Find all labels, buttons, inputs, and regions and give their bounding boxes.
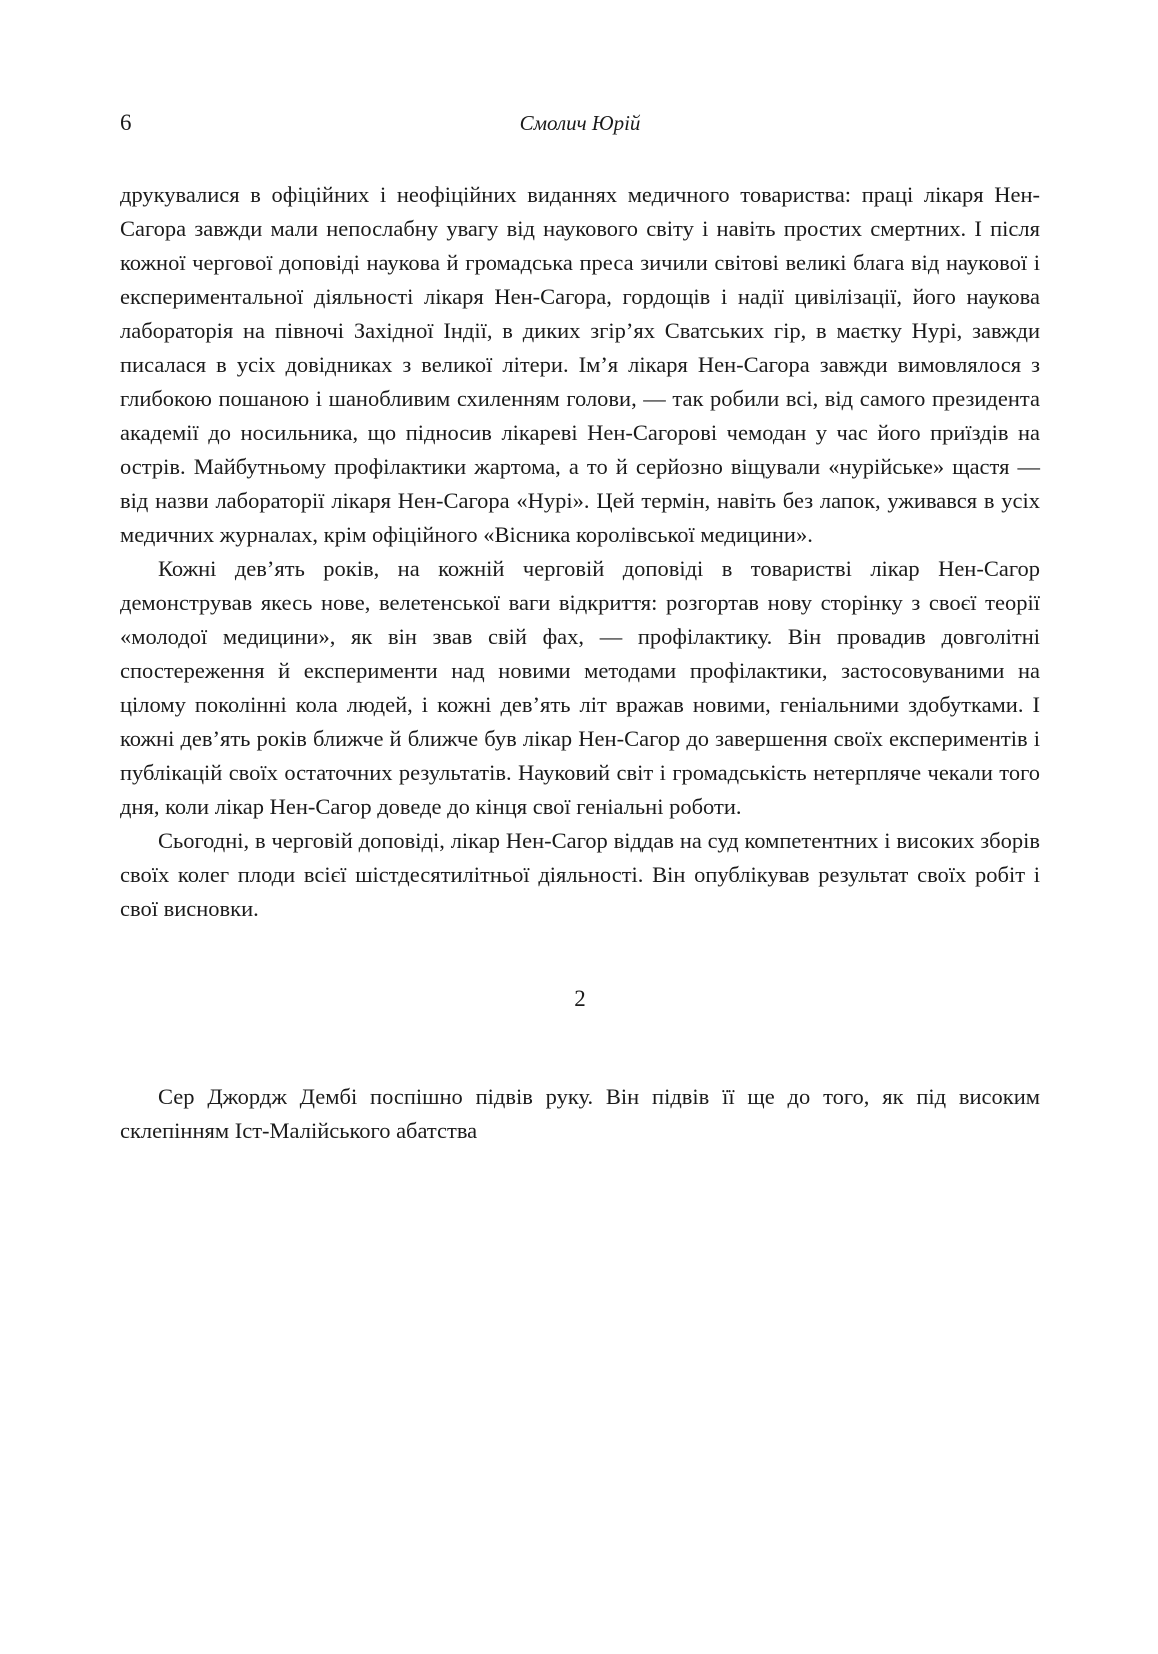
page-number: 6 xyxy=(120,110,132,135)
section-number: 2 xyxy=(574,986,586,1011)
body-paragraph: Кожні дев’ять років, на кожній черговій доповіді в товаристві лікар Нен-Сагор демонстрував якесь нове, велетенської ваги відкриття: розгортав нову сторінку з своєї теорії «молодої медицини», як він звав свій фах, — профілактику. Він провадив довголітні спостереження й експерименти над новими методами профілактики, застосовуваними на цілому поколінні кола людей, і кожні дев’ять літ вражав новими, геніальними здобутками. І кожні дев’ять років ближче й ближче був лікар Нен-Сагор до завершення своїх експериментів і публікацій своїх остаточних результатів. Науковий світ і громадськість нетерпляче чекали того дня, коли лікар Нен-Сагор доведе до кінця свої геніальні роботи. xyxy=(120,556,1040,819)
running-title: Смолич Юрій xyxy=(519,111,641,135)
body-paragraph: друкувалися в офіційних і неофіційних виданнях медичного товариства: праці лікаря Нен-Сагора завжди мали непослабну увагу від наукового світу і навіть простих смертних. І після кожної чергової доповіді наукова й громадська преса зичили світові великі блага від наукової і експериментальної діяльності лікаря Нен-Сагора, гордощів і надії цивілізації, його наукова лабораторія на півночі Західної Індії, в диких згір’ях Сватських гір, в маєтку Нурі, завжди писалася в усіх довідниках з великої літери. Ім’я лікаря Нен-Сагора завжди вимовлялося з глибокою пошаною і шанобливим схиленням голови, — так робили всі, від самого президента академії до носильника, що підносив лікареві Нен-Сагорові чемодан у час його приїздів на острів. Майбутньому профілактики жартома, а то й серйозно віщували «нурійське» щастя — від назви лабораторії лікаря Нен-Сагора «Нурі». Цей термін, навіть без лапок, уживався в усіх медичних журналах, крім офіційного «Вісника королівської медицини». xyxy=(120,182,1040,547)
body-paragraph: Сьогодні, в черговій доповіді, лікар Нен-Сагор віддав на суд компетентних і високих зборів своїх колег плоди всієї шістдесятилітньої діяльності. Він опублікував результат своїх робіт і свої висновки. xyxy=(120,828,1040,921)
page-body xyxy=(120,178,1040,1148)
page-header xyxy=(120,108,1040,138)
body-paragraph: Сер Джордж Дембі поспішно підвів руку. Він підвів її ще до того, як під високим склепінням Іст-Малійського абатства xyxy=(120,1084,1040,1143)
